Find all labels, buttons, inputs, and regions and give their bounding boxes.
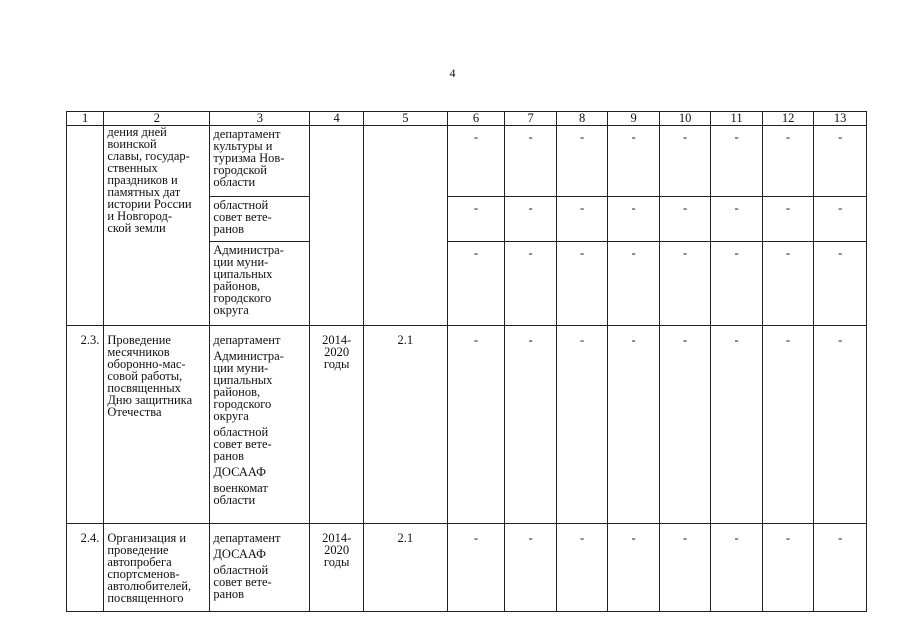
row-description: Проведение месячников оборонно-мас- совой работы, посвященных Дню защитника Отечества [104, 326, 210, 524]
col-header-13: 13 [814, 112, 867, 126]
indicator-cell: 2.1 [363, 326, 447, 524]
executor-item: ДОСААФ [213, 465, 266, 479]
indicator-cell: 2.1 [363, 524, 447, 612]
executor-item: ДОСААФ [213, 547, 266, 561]
value-cell: - [505, 197, 557, 242]
table-row [67, 126, 867, 197]
col-header-1: 1 [67, 112, 104, 126]
value-cell: - [814, 524, 867, 612]
value-cell: - [505, 524, 557, 612]
value-cell: - [447, 126, 505, 197]
value-cell: - [505, 326, 557, 524]
executor-cell: департамент культуры и туризма Нов- городской области [210, 126, 310, 197]
header-row [67, 112, 867, 126]
executor-cell: Администра- ции муни- ципальных районов, городского округа [210, 242, 310, 326]
value-cell: - [711, 524, 763, 612]
col-header-7: 7 [505, 112, 557, 126]
value-cell: - [447, 524, 505, 612]
program-table [66, 111, 867, 612]
value-cell: - [556, 524, 608, 612]
col-header-4: 4 [310, 112, 364, 126]
value-cell: - [762, 126, 814, 197]
period-cell [310, 126, 364, 326]
col-header-3: 3 [210, 112, 310, 126]
col-header-12: 12 [762, 112, 814, 126]
row-description: Организация и проведение автопробега спортсменов- автолюбителей, посвященного [104, 524, 210, 612]
value-cell: - [556, 126, 608, 197]
row-number: 2.4. [67, 524, 104, 612]
col-header-10: 10 [659, 112, 711, 126]
row-number-cell [67, 126, 104, 326]
table-row [67, 326, 867, 524]
value-cell: - [659, 126, 711, 197]
value-cell: - [762, 242, 814, 326]
col-header-8: 8 [556, 112, 608, 126]
value-cell: - [659, 326, 711, 524]
row-number: 2.3. [67, 326, 104, 524]
executor-item: военкомат области [213, 481, 268, 507]
executor-cell [210, 524, 310, 612]
value-cell: - [659, 197, 711, 242]
value-cell: - [814, 242, 867, 326]
executor-item: департамент [213, 333, 281, 347]
col-header-11: 11 [711, 112, 763, 126]
value-cell: - [814, 126, 867, 197]
value-cell: - [608, 524, 660, 612]
value-cell: - [711, 326, 763, 524]
value-cell: - [814, 326, 867, 524]
value-cell: - [814, 197, 867, 242]
executor-item: департамент [213, 531, 281, 545]
value-cell: - [608, 197, 660, 242]
value-cell: - [556, 197, 608, 242]
value-cell: - [447, 242, 505, 326]
value-cell: - [659, 242, 711, 326]
value-cell: - [711, 197, 763, 242]
value-cell: - [505, 126, 557, 197]
value-cell: - [505, 242, 557, 326]
value-cell: - [608, 126, 660, 197]
executor-cell: областной совет вете- ранов [210, 197, 310, 242]
value-cell: - [762, 326, 814, 524]
value-cell: - [711, 242, 763, 326]
period-cell: 2014- 2020 годы [310, 326, 364, 524]
value-cell: - [447, 197, 505, 242]
col-header-2: 2 [104, 112, 210, 126]
col-header-5: 5 [363, 112, 447, 126]
value-cell: - [762, 524, 814, 612]
value-cell: - [447, 326, 505, 524]
page-number: 4 [449, 66, 456, 80]
row-description: дения дней воинской славы, государ- ственных праздников и памятных дат истории России и Новгород- ской земли [104, 126, 210, 326]
value-cell: - [608, 326, 660, 524]
col-header-6: 6 [447, 112, 505, 126]
executor-item: областной совет вете- ранов [213, 425, 272, 463]
col-header-9: 9 [608, 112, 660, 126]
table-row [67, 524, 867, 612]
executor-item: областной совет вете- ранов [213, 563, 272, 601]
indicator-cell [363, 126, 447, 326]
value-cell: - [556, 242, 608, 326]
executor-item: Администра- ции муни- ципальных районов, городского округа [213, 349, 284, 423]
value-cell: - [608, 242, 660, 326]
value-cell: - [556, 326, 608, 524]
value-cell: - [659, 524, 711, 612]
period-cell: 2014- 2020 годы [310, 524, 364, 612]
value-cell: - [711, 126, 763, 197]
executor-cell [210, 326, 310, 524]
value-cell: - [762, 197, 814, 242]
